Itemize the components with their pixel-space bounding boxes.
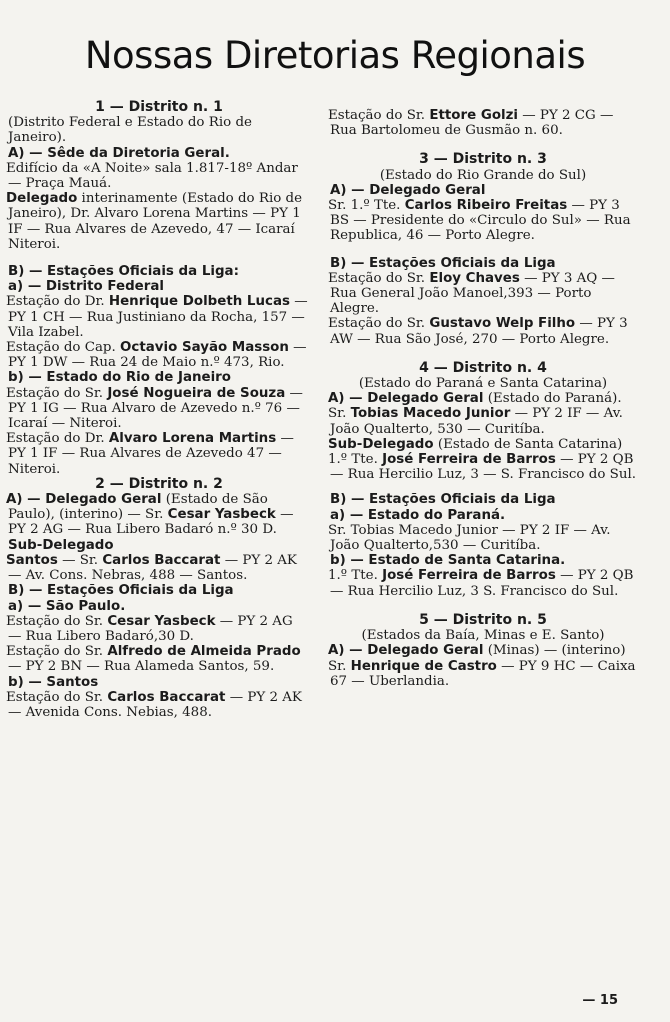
d5-delegado-label: A) — Delegado Geral <box>328 643 484 659</box>
d1-station-1 <box>8 294 310 340</box>
d1-s3-prefix: Estação do Sr. <box>6 385 104 401</box>
d1-sede-heading: A) — Sêde da Diretoria Geral. <box>8 145 230 161</box>
d1-s1-prefix: Estação do Dr. <box>6 294 105 310</box>
d3-s2-detail: — PY 3 AW — Rua São José, 270 — Porto Alegre. <box>330 316 628 347</box>
d2-santos-name: Carlos Baccarat <box>102 552 221 568</box>
d3-delegado-prefix: Sr. 1.º Tte. <box>328 198 401 214</box>
page-title: Nossas Diretorias Regionais <box>84 34 586 77</box>
d4-estacoes-heading: B) — Estações Oficiais da Liga <box>330 492 556 508</box>
d4-p1-name: Tobias Macedo Junior <box>350 406 511 422</box>
d1-s2-detail: — PY 1 DW — Rua 24 de Maio n.º 473, Rio. <box>8 340 307 371</box>
d4-p2-prefix: 1.º Tte. <box>328 452 378 468</box>
d3-delegado-name: Carlos Ribeiro Freitas <box>404 198 568 214</box>
district-4-heading: 4 — Distrito n. 4 <box>419 359 547 376</box>
district-5-subtitle: (Estados da Baía, Minas e E. Santo) <box>361 628 605 644</box>
d1-estacoes-heading: B) — Estações Oficiais da Liga: <box>8 264 239 280</box>
d1-s1-detail: — PY 1 CH — Rua Justiniano da Rocha, 157 — Vila Izabel. <box>8 294 308 340</box>
d4-delegado-text: (Estado do Paraná). <box>487 391 622 407</box>
d4-p2-detail: — PY 2 QB — Rua Hercilio Luz, 3 — S. Francisco do Sul. <box>330 452 636 483</box>
cont-prefix: Estação do Sr. <box>328 108 426 123</box>
d3-s1-prefix: Estação do Sr. <box>328 270 426 286</box>
d3-s2-name: Gustavo Welp Filho <box>429 316 576 332</box>
d2-sao-paulo-heading: a) — São Paulo. <box>8 598 126 614</box>
d1-s3-detail: — PY 1 IG — Rua Alvaro de Azevedo n.º 76 — Icaraí — Niteroi. <box>8 385 303 432</box>
d2-station-3 <box>8 690 310 720</box>
left-column <box>8 100 310 720</box>
d3-s1-detail: — PY 3 AQ — Rua General João Manoel,393 — Porto Alegre. <box>330 270 615 317</box>
d1-s4-prefix: Estação do Dr. <box>6 431 105 447</box>
d1-delegado-label: Delegado <box>6 191 78 207</box>
d2-s3-name: Carlos Baccarat <box>107 689 226 705</box>
d3-s1-name: Eloy Chaves <box>429 270 520 286</box>
d2-delegado <box>8 492 310 538</box>
district-1-heading: 1 — Distrito n. 1 <box>95 99 223 115</box>
d3-s2-prefix: Estação do Sr. <box>328 316 426 332</box>
d4-p1-detail: — PY 2 IF — Av. João Qualterto, 530 — Curitíba. <box>330 406 623 437</box>
d2-santos-prefix: — Sr. <box>62 552 99 568</box>
d2-santos-city: Santos <box>6 552 58 568</box>
d2-delegado-label: A) — Delegado Geral <box>6 492 162 508</box>
d2-s3-detail: — PY 2 AK — Avenida Cons. Nebias, 488. <box>8 689 302 720</box>
d2-s1-prefix: Estação do Sr. <box>6 613 104 629</box>
d4-delegado-label: A) — Delegado Geral <box>328 391 484 407</box>
district-4-subtitle: (Estado do Paraná e Santa Catarina) <box>358 376 608 392</box>
d4-s2-name: José Ferreira de Barros <box>382 568 556 584</box>
d2-s3-prefix: Estação do Sr. <box>6 689 104 705</box>
d2-delegado-prefix: (Estado de São Paulo), (interino) — Sr. <box>8 492 268 523</box>
d1-s3-name: José Nogueira de Souza <box>107 385 286 401</box>
d1-distrito-federal-heading: a) — Distrito Federal <box>8 279 164 295</box>
d2-delegado-name: Cesar Yasbeck <box>167 507 276 523</box>
d3-station-1 <box>330 271 636 317</box>
d3-delegado-detail: — PY 3 BS — Presidente do «Circulo do Sul» — Rua Republica, 46 — Porto Alegre. <box>330 198 631 244</box>
continued-station <box>330 108 636 138</box>
d5-p1-detail: — PY 9 HC — Caixa 67 — Uberlandia. <box>330 658 636 689</box>
d1-station-3 <box>8 386 310 432</box>
d5-delegado-text: (Minas) — (interino) <box>487 643 626 659</box>
d4-station-1: Sr. Tobias Macedo Junior — PY 2 IF — Av. João Qualterto,530 — Curitíba. <box>328 522 611 554</box>
d3-station-2 <box>330 316 636 346</box>
d1-s2-name: Octavio Sayão Masson <box>120 340 289 356</box>
d4-person-2 <box>330 452 636 482</box>
d5-person-1 <box>330 659 636 689</box>
d2-s2-detail: — PY 2 BN — Rua Alameda Santos, 59. <box>8 659 275 675</box>
district-3-subtitle: (Estado do Rio Grande do Sul) <box>379 167 587 183</box>
district-3-heading: 3 — Distrito n. 3 <box>419 151 547 168</box>
d2-delegado-detail: — PY 2 AG — Rua Libero Badaró n.º 30 D. <box>8 507 294 538</box>
d2-santos-detail: — PY 2 AK — Av. Cons. Nebras, 488 — Santos. <box>8 552 297 584</box>
d1-station-4 <box>8 431 310 477</box>
d5-p1-prefix: Sr. <box>328 658 347 674</box>
d1-sede-text: Edifício da «A Noite» sala 1.817-18º Andar — Praça Mauá. <box>6 160 298 192</box>
d4-s2-prefix: 1.º Tte. <box>328 568 378 584</box>
cont-name: Ettore Golzi <box>429 108 518 123</box>
d1-delegado-text: interinamente (Estado do Rio de Janeiro), Dr. Alvaro Lorena Martins — PY 1 IF — Rua Alvares de Azevedo, 47 — Icaraí Niteroi. <box>8 191 303 252</box>
cont-detail: — PY 2 CG — Rua Bartolomeu de Gusmão n. 60. <box>330 108 614 139</box>
d2-s2-name: Alfredo de Almeida Prado <box>107 644 301 660</box>
d4-subdelegado-text: (Estado de Santa Catarina) <box>437 436 623 452</box>
d2-santos-subdelegado <box>8 553 310 583</box>
d4-santa-catarina-heading: b) — Estado de Santa Catarina. <box>330 553 566 569</box>
d2-station-2 <box>8 644 310 674</box>
d2-santos-heading: b) — Santos <box>8 674 99 690</box>
district-2-heading: 2 — Distrito n. 2 <box>95 475 223 492</box>
d3-delegado <box>330 198 636 244</box>
d4-person-1 <box>330 406 636 436</box>
page-number: — 15 <box>582 993 618 1008</box>
d5-delegado <box>330 643 636 658</box>
d4-s2-detail: — PY 2 QB — Rua Hercilio Luz, 3 S. Francisco do Sul. <box>330 568 634 599</box>
d2-s2-prefix: Estação do Sr. <box>6 644 104 660</box>
d4-delegado <box>330 391 636 406</box>
d4-p2-name: José Ferreira de Barros <box>382 452 556 468</box>
d4-parana-heading: a) — Estado do Paraná. <box>330 507 506 523</box>
d2-s1-detail: — PY 2 AG — Rua Libero Badaró,30 D. <box>8 613 293 644</box>
d3-delegado-heading: A) — Delegado Geral <box>330 182 486 198</box>
district-5-heading: 5 — Distrito n. 5 <box>419 611 547 628</box>
d1-rio-heading: b) — Estado do Rio de Janeiro <box>8 370 231 386</box>
d4-p1-prefix: Sr. <box>328 406 347 422</box>
d1-s4-detail: — PY 1 IF — Rua Alvares de Azevedo 47 — Niteroi. <box>8 431 294 477</box>
d5-p1-name: Henrique de Castro <box>350 658 497 674</box>
d4-subdelegado-label: Sub-Delegado <box>328 436 434 452</box>
d2-station-1 <box>8 614 310 644</box>
d2-s1-name: Cesar Yasbeck <box>107 613 216 629</box>
right-column <box>330 100 636 689</box>
d4-subdelegado <box>330 437 636 452</box>
d1-s2-prefix: Estação do Cap. <box>6 340 116 356</box>
d1-s4-name: Alvaro Lorena Martins <box>108 431 277 447</box>
d2-estacoes-heading: B) — Estações Oficiais da Liga <box>8 583 234 599</box>
district-1-subtitle: (Distrito Federal e Estado do Rio de Janeiro). <box>8 115 252 146</box>
d4-station-2 <box>330 568 636 598</box>
d1-station-2 <box>8 340 310 370</box>
d2-subdelegado-heading: Sub-Delegado <box>8 537 114 553</box>
d3-estacoes-heading: B) — Estações Oficiais da Liga <box>330 255 556 271</box>
d1-s1-name: Henrique Dolbeth Lucas <box>108 294 290 310</box>
d1-delegado <box>8 191 310 252</box>
